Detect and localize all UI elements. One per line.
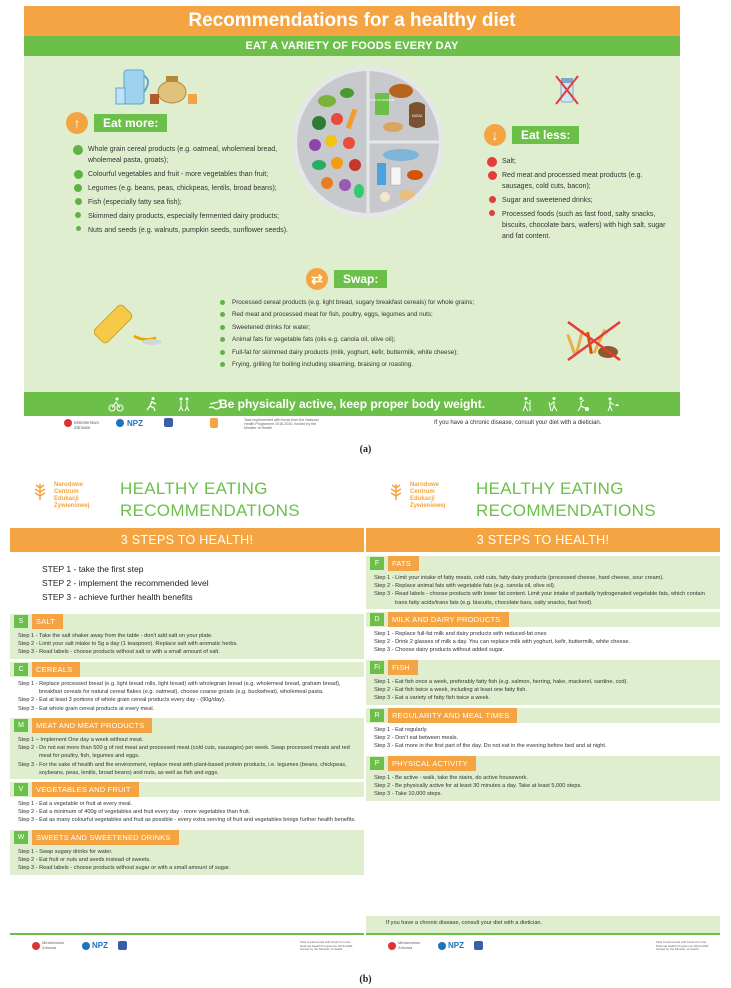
bullet-dot-icon bbox=[220, 325, 225, 330]
poster-a bbox=[24, 6, 680, 430]
section-cereals bbox=[10, 662, 364, 715]
nordic-walking-icon bbox=[546, 396, 562, 412]
step-text: Step 2 - Eat a minimum of 400g of vegetables and fruit every day - more vegetables than fruit. bbox=[18, 809, 251, 816]
food-plate-icon bbox=[297, 71, 439, 213]
step-text: Step 3 - Read labels - choose products without salt or with a small amount of salt. bbox=[18, 649, 220, 656]
poster-b-left-logos bbox=[10, 938, 364, 954]
npz-emblem-icon bbox=[116, 419, 124, 427]
list-item bbox=[68, 225, 294, 236]
section-steps bbox=[366, 675, 720, 705]
step-text: Step 3 - Eat a variety of fatty fish twice a week. bbox=[374, 695, 490, 702]
section-title: CEREALS bbox=[32, 662, 80, 677]
list-item bbox=[68, 169, 294, 180]
section-category-icon: S bbox=[14, 615, 28, 628]
list-item-text: Nuts and seeds (e.g. walnuts, pumpkin seeds, sunflower seeds). bbox=[88, 227, 288, 234]
list-item bbox=[68, 211, 294, 222]
section-title: MEAT AND MEAT PRODUCTS bbox=[32, 718, 152, 733]
list-item bbox=[482, 195, 668, 206]
section-physical-activity bbox=[366, 756, 720, 801]
bullet-dot-icon bbox=[489, 210, 495, 216]
section-steps bbox=[366, 627, 720, 657]
section-vegetables-and-fruit bbox=[10, 782, 364, 827]
npz-emblem-icon bbox=[82, 942, 90, 950]
section-steps bbox=[366, 723, 720, 753]
eat-less-list bbox=[482, 156, 668, 245]
section-header bbox=[10, 830, 364, 845]
npz-name: NPZ bbox=[92, 941, 108, 950]
section-category-icon: R bbox=[370, 709, 384, 722]
cycling-icon bbox=[108, 396, 124, 412]
list-item-text: Fish (especially fatty sea fish); bbox=[88, 199, 182, 206]
poster-b-right-logos bbox=[366, 938, 720, 954]
section-category-icon: D bbox=[370, 613, 384, 626]
poster-a-logo-strip bbox=[24, 416, 680, 430]
eat-less-header bbox=[484, 124, 579, 146]
section-title: PHYSICAL ACTIVITY bbox=[388, 756, 476, 771]
sack-label: KASZA bbox=[411, 114, 423, 118]
section-fish bbox=[366, 660, 720, 705]
step-text: Step 1 - Limit your intake of fatty meats, cold cuts, fatty dairy products (processed cheese, hard cheese, sour cream). bbox=[374, 575, 664, 581]
divider bbox=[10, 933, 364, 935]
steps-banner: 3 STEPS TO HEALTH! bbox=[10, 528, 364, 552]
bullet-dot-icon bbox=[220, 300, 225, 305]
poster-a-subtitle: EAT A VARIETY OF FOODS EVERY DAY bbox=[24, 36, 680, 56]
section-category-icon: P bbox=[370, 757, 384, 770]
list-item bbox=[482, 156, 668, 167]
list-item-text: Full-fat for skimmed dairy products (milk, yoghurt, kefir, buttermilk, white cheese); bbox=[232, 348, 459, 356]
poster-b-right bbox=[366, 478, 720, 968]
section-category-icon: F bbox=[370, 557, 384, 570]
poster-a-title: Recommendations for a healthy diet bbox=[24, 6, 680, 36]
npz-emblem-icon bbox=[438, 942, 446, 950]
eat-less-label: Eat less: bbox=[512, 126, 579, 144]
section-steps bbox=[10, 845, 364, 875]
eat-more-label: Eat more: bbox=[94, 114, 167, 132]
list-item bbox=[68, 183, 294, 194]
list-item bbox=[216, 323, 546, 332]
program-note: Task implemented with funds from the National Health Programme 2016-2020, funded by the Minister of Health. bbox=[244, 418, 319, 430]
list-item-text: Skimmed dairy products, especially fermented dairy products; bbox=[88, 213, 280, 220]
section-steps bbox=[366, 771, 720, 801]
section-header bbox=[366, 556, 720, 571]
fast-food-crossed-icon bbox=[564, 316, 624, 364]
section-category-icon: Fi bbox=[370, 661, 384, 674]
step-text: Step 3 - For the sake of health and the environment, replace meat with plant-based protein products, i.e. legumes (beans, chickpeas, soybeans, peas, lentils, broad beans) and nuts, as well as fish and eggs. bbox=[18, 761, 347, 776]
section-sweets-and-sweetened-drinks bbox=[10, 830, 364, 875]
bullet-dot-icon bbox=[489, 196, 496, 203]
list-item-text: Sugar and sweetened drinks; bbox=[502, 197, 593, 204]
eat-more-list bbox=[68, 144, 294, 239]
list-item-text: Red meat and processed meat products (e.g. sausages, cold cuts, bacon); bbox=[502, 172, 643, 190]
bullet-dot-icon bbox=[488, 171, 497, 180]
oats-box-label: PLATKI OWSIANE bbox=[369, 98, 395, 102]
section-title: FISH bbox=[388, 660, 418, 675]
section-fats bbox=[366, 556, 720, 609]
ministry-emblem-icon bbox=[388, 942, 396, 950]
healthy-plate-illustration bbox=[292, 66, 444, 218]
bullet-dot-icon bbox=[220, 312, 225, 317]
eu-flag-icon bbox=[474, 941, 483, 950]
ministry-emblem-icon bbox=[32, 942, 40, 950]
swap-label: Swap: bbox=[334, 270, 387, 288]
ministry-name: Ministerstwo Zdrowia bbox=[398, 940, 421, 950]
poster-b-title: HEALTHY EATING RECOMMENDATIONS bbox=[476, 479, 656, 520]
step-text: Step 3 - Read labels - choose products with lower fat content. Limit your intake of partially hydrogenated vegetable fats, which contain trans fatty acids/trans fats (e.g. biscuits, chocolate bars, salty snacks, fast food). bbox=[374, 591, 705, 606]
step-text: Step 1 - Take the salt shaker away from the table - don't add salt on your plate. bbox=[18, 633, 213, 639]
eu-flag-icon bbox=[118, 941, 127, 950]
bullet-dot-icon bbox=[75, 212, 81, 218]
section-header bbox=[10, 782, 364, 797]
list-item bbox=[68, 197, 294, 208]
step-text: Step 2 - Eat fish twice a week, including at least one fatty fish. bbox=[374, 687, 527, 694]
list-item-text: Processed foods (such as fast food, salty snacks, biscuits, chocolate bars, wafers) with high salt, sugar and fat content. bbox=[502, 211, 666, 240]
swap-header bbox=[306, 268, 387, 290]
step-text: Step 1 - Eat a vegetable or fruit at every meal. bbox=[18, 801, 133, 807]
divider bbox=[366, 933, 720, 935]
figure-label-a: (a) bbox=[359, 444, 372, 455]
section-header bbox=[366, 756, 720, 771]
bullet-dot-icon bbox=[74, 184, 82, 192]
football-icon bbox=[574, 396, 590, 412]
list-item-text: Red meat and processed meat for fish, poultry, eggs, legumes and nuts; bbox=[232, 311, 433, 319]
section-salt bbox=[10, 614, 364, 659]
list-item bbox=[216, 360, 546, 369]
chronic-disease-note: If you have a chronic disease, consult your diet with a dietician. bbox=[434, 420, 602, 426]
ministry-emblem-icon bbox=[64, 419, 72, 427]
section-category-icon: W bbox=[14, 831, 28, 844]
list-item bbox=[68, 144, 294, 166]
hiking-icon bbox=[518, 396, 534, 412]
section-header bbox=[10, 662, 364, 677]
ncez-emblem-icon bbox=[210, 418, 218, 428]
bullet-dot-icon bbox=[74, 170, 83, 179]
step-text: Step 2 - Eat fruit or nuts and seeds instead of sweets. bbox=[18, 857, 151, 864]
step-text: Step 2 - Replace animal fats with vegetable fats (e.g. canola oil, olive oil). bbox=[374, 583, 556, 590]
list-item-text: Processed cereal products (e.g. light bread, sugary breakfast cereals) for whole grains; bbox=[232, 299, 475, 306]
step-text: Step 3 - Eat whole grain cereal products at every meal. bbox=[18, 705, 155, 712]
section-meat-and-meat-products bbox=[10, 718, 364, 779]
water-jug-icon bbox=[114, 64, 204, 110]
step-text: Step 3 - Eat more in the first part of the day. Do not eat in the evening before bed and at night. bbox=[374, 743, 607, 750]
section-category-icon: V bbox=[14, 783, 28, 796]
step-text: Step 3 - Choose dairy products without added sugar. bbox=[374, 647, 505, 654]
list-item-text: Whole grain cereal products (e.g. oatmeal, wholemeal bread, wholemeal pasta, groats); bbox=[88, 146, 278, 164]
ncez-wheat-logo-icon bbox=[30, 482, 50, 502]
step-text: Step 2 - Eat at least 3 portions of whole grain cereal products every day - (90g/day). bbox=[18, 697, 226, 704]
section-milk-and-dairy-products bbox=[366, 612, 720, 657]
bullet-dot-icon bbox=[487, 157, 497, 167]
bullet-dot-icon bbox=[76, 226, 81, 231]
section-title: REGULARITY AND MEAL TIMES bbox=[388, 708, 517, 723]
step-text: Step 1 - Replace full-fat milk and dairy products with reduced-fat ones bbox=[374, 631, 547, 637]
step-text: Step 3 - Take 10,000 steps. bbox=[374, 791, 442, 798]
salt-shaker-crossed-icon bbox=[554, 74, 580, 106]
list-item bbox=[216, 335, 546, 344]
section-header bbox=[10, 614, 364, 629]
section-title: FATS bbox=[388, 556, 419, 571]
npz-name: NPZ bbox=[127, 419, 143, 428]
section-category-icon: C bbox=[14, 663, 28, 676]
swap-arrows-icon: ⇄ bbox=[306, 268, 328, 290]
section-title: VEGETABLES AND FRUIT bbox=[32, 782, 139, 797]
list-item-text: Salt; bbox=[502, 158, 517, 165]
program-note: Task implemented with funds from the National Health Programme 2016-2020, funded by the Minister of Health. bbox=[656, 940, 710, 951]
gardening-icon bbox=[604, 396, 620, 412]
oil-bottle-icon bbox=[94, 296, 164, 352]
list-item-text: Animal fats for vegetable fats (oils e.g. canola oil, olive oil); bbox=[232, 336, 396, 344]
section-steps bbox=[366, 571, 720, 609]
bullet-dot-icon bbox=[75, 198, 82, 205]
swap-list bbox=[216, 298, 546, 372]
step-text: Step 3 - Eat as many colourful vegetables and fruit as possible - every extra serving of fruit and vegetables brings further health benefits. bbox=[18, 817, 356, 824]
bullet-dot-icon bbox=[220, 350, 225, 355]
steps-intro: STEP 1 - take the first step STEP 2 - implement the recommended level STEP 3 - achieve further health benefits bbox=[42, 564, 209, 602]
section-regularity-and-meal-times bbox=[366, 708, 720, 753]
step-text: Step 3 - Read labels - choose products without sugar or with a small amount of sugar. bbox=[18, 865, 231, 872]
step-text: Step 1 - Replace processed bread (e.g. light bread rolls, light bread) with wholegrain bread (e.g. wholemeal bread, graham bread), breakfast cereals for natural cereal flakes (e.g. oatmeal), choose coarse groats (e.g. buckwheat), wholemeal pasta. bbox=[18, 681, 341, 696]
bullet-dot-icon bbox=[73, 145, 83, 155]
ministry-name: Ministerstwo Zdrowia bbox=[42, 940, 65, 950]
section-steps bbox=[10, 629, 364, 659]
steps-banner: 3 STEPS TO HEALTH! bbox=[366, 528, 720, 552]
step-text: Step 1 - Be active - walk, take the stairs, do active housework. bbox=[374, 775, 528, 781]
section-header bbox=[366, 612, 720, 627]
list-item bbox=[216, 348, 546, 357]
section-steps bbox=[10, 733, 364, 779]
step-text: Step 2 - Drink 2 glasses of milk a day. You can replace milk with yoghurt, kefir, buttermilk, white cheese. bbox=[374, 639, 631, 646]
npz-name: NPZ bbox=[448, 941, 464, 950]
step-text: Step 1 - Swap sugary drinks for water. bbox=[18, 849, 113, 855]
list-item bbox=[482, 209, 668, 242]
step-text: Step 2 - Limit your salt intake to 5g a day (1 teaspoon). Replace salt with aromatic herbs. bbox=[18, 641, 238, 648]
list-item bbox=[216, 298, 546, 307]
activity-footer-bar bbox=[24, 392, 680, 416]
section-title: SALT bbox=[32, 614, 63, 629]
arrow-up-icon: ↑ bbox=[66, 112, 88, 134]
bullet-dot-icon bbox=[220, 362, 225, 367]
bullet-dot-icon bbox=[220, 337, 225, 342]
institute-name: Narodowe Centrum Edukacji Żywieniowej bbox=[410, 482, 446, 509]
activity-message: Be physically active, keep proper body weight. bbox=[218, 397, 486, 411]
section-steps bbox=[10, 797, 364, 827]
eu-flag-icon bbox=[164, 418, 173, 427]
family-walk-icon bbox=[176, 396, 192, 412]
running-icon bbox=[144, 396, 160, 412]
program-note: Task implemented with funds from the National Health Programme 2016-2020, funded by the Minister of Health. bbox=[300, 940, 354, 951]
institute-name: Narodowe Centrum Edukacji Żywieniowej bbox=[54, 482, 90, 509]
poster-b-title: HEALTHY EATING RECOMMENDATIONS bbox=[120, 479, 300, 520]
list-item-text: Frying, grilling for boiling including steaming, braising or roasting. bbox=[232, 360, 413, 368]
list-item-text: Sweetened drinks for water; bbox=[232, 323, 311, 331]
list-item-text: Legumes (e.g. beans, peas, chickpeas, lentils, broad beans); bbox=[88, 185, 277, 192]
poster-b-left bbox=[10, 478, 364, 968]
section-title: SWEETS AND SWEETENED DRINKS bbox=[32, 830, 179, 845]
eat-more-header bbox=[66, 112, 167, 134]
ncez-wheat-logo-icon bbox=[386, 482, 406, 502]
ministry-name: Ministerstwo Zdrowia bbox=[74, 420, 100, 430]
section-steps bbox=[10, 677, 364, 715]
list-item-text: Colourful vegetables and fruit - more vegetables than fruit; bbox=[88, 171, 269, 178]
section-title: MILK AND DAIRY PRODUCTS bbox=[388, 612, 509, 627]
section-header bbox=[366, 708, 720, 723]
chronic-disease-note: If you have a chronic disease, consult your diet with a dietician. bbox=[386, 920, 543, 926]
figure-label-b: (b) bbox=[359, 974, 372, 985]
step-text: Step 1 – Implement One day a week without meat. bbox=[18, 737, 144, 743]
list-item bbox=[216, 310, 546, 319]
step-text: Step 1 - Eat regularly. bbox=[374, 727, 428, 733]
list-item bbox=[482, 170, 668, 192]
step-text: Step 2 - Don't eat between meals. bbox=[374, 735, 459, 742]
section-header bbox=[10, 718, 364, 733]
section-header bbox=[366, 660, 720, 675]
step-text: Step 2 - Do not eat more than 500 g of red meat and processed meat (cold cuts, sausages) per week. Swap processed meats and red meat for poultry, fish, legumes and eggs. bbox=[18, 745, 350, 760]
arrow-down-icon: ↓ bbox=[484, 124, 506, 146]
section-category-icon: M bbox=[14, 719, 28, 732]
step-text: Step 1 - Eat fish once a week, preferably fatty fish (e.g. salmon, herring, hake, mackerel, sardine, cod). bbox=[374, 679, 629, 685]
step-text: Step 2 - Be physically active for at least 30 minutes a day. Take at least 5,000 steps. bbox=[374, 783, 582, 790]
